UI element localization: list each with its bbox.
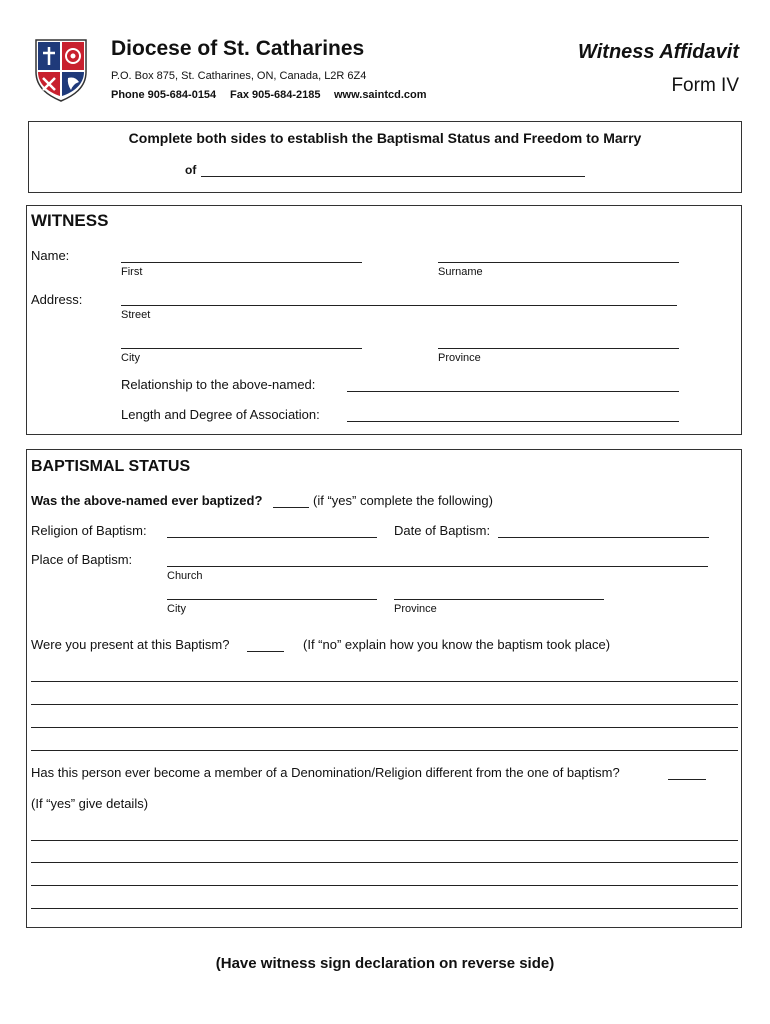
- length-field[interactable]: [347, 421, 679, 422]
- baptized-answer-field[interactable]: [273, 507, 309, 508]
- surname-field[interactable]: [438, 262, 679, 263]
- province-field[interactable]: [438, 348, 679, 349]
- org-fax: Fax 905-684-2185: [230, 89, 321, 101]
- details-line-4[interactable]: [31, 908, 738, 909]
- denomination-question: Has this person ever become a member of a Denomination/Religion different from the one of baptism?: [31, 765, 620, 780]
- form-title: Witness Affidavit: [578, 41, 739, 63]
- present-answer-field[interactable]: [247, 651, 284, 652]
- city-field[interactable]: [121, 348, 362, 349]
- details-note: (If “yes” give details): [31, 796, 149, 811]
- of-label: of: [185, 163, 197, 177]
- baptism-province-field[interactable]: [394, 599, 604, 600]
- details-line-2[interactable]: [31, 862, 738, 863]
- baptism-city-field[interactable]: [167, 599, 377, 600]
- church-caption: Church: [167, 570, 203, 582]
- city-caption: City: [121, 352, 140, 364]
- date-label: Date of Baptism:: [394, 523, 491, 538]
- details-line-3[interactable]: [31, 885, 738, 886]
- first-caption: First: [121, 266, 143, 278]
- baptized-question: Was the above-named ever baptized?: [31, 493, 263, 508]
- surname-caption: Surname: [438, 266, 483, 278]
- diocese-crest: [33, 38, 89, 102]
- baptism-city-caption: City: [167, 603, 186, 615]
- explanation-line-3[interactable]: [31, 727, 738, 728]
- intro-instruction: Complete both sides to establish the Baptismal Status and Freedom to Marry: [128, 130, 642, 146]
- street-field[interactable]: [121, 305, 677, 306]
- place-label: Place of Baptism:: [31, 552, 133, 567]
- street-caption: Street: [121, 309, 151, 321]
- first-name-field[interactable]: [121, 262, 362, 263]
- org-address: P.O. Box 875, St. Catharines, ON, Canada, L2R 6Z4: [111, 70, 367, 82]
- explanation-line-1[interactable]: [31, 681, 738, 682]
- relationship-field[interactable]: [347, 391, 679, 392]
- baptism-province-caption: Province: [394, 603, 437, 615]
- footer-note: (Have witness sign declaration on reverse side): [215, 955, 555, 972]
- explanation-line-2[interactable]: [31, 704, 738, 705]
- present-question: Were you present at this Baptism?: [31, 637, 230, 652]
- church-field[interactable]: [167, 566, 708, 567]
- present-note: (If “no” explain how you know the baptism took place): [303, 637, 611, 652]
- baptismal-heading: BAPTISMAL STATUS: [31, 458, 191, 475]
- name-label: Name:: [31, 248, 70, 263]
- of-blank-field[interactable]: [201, 176, 585, 177]
- crest-shield-icon: [33, 38, 89, 102]
- org-phone: Phone 905-684-0154: [111, 89, 217, 101]
- date-field[interactable]: [498, 537, 709, 538]
- org-name: Diocese of St. Catharines: [111, 37, 365, 60]
- explanation-line-4[interactable]: [31, 750, 738, 751]
- relationship-label: Relationship to the above-named:: [121, 377, 316, 392]
- religion-field[interactable]: [167, 537, 377, 538]
- religion-label: Religion of Baptism:: [31, 523, 147, 538]
- denomination-answer-field[interactable]: [668, 779, 706, 780]
- baptized-note: (if “yes” complete the following): [313, 493, 493, 508]
- baptismal-section: [26, 449, 742, 928]
- province-caption: Province: [438, 352, 481, 364]
- witness-heading: WITNESS: [31, 211, 109, 230]
- details-line-1[interactable]: [31, 840, 738, 841]
- length-label: Length and Degree of Association:: [121, 407, 320, 422]
- form-number: Form IV: [671, 75, 739, 96]
- address-label: Address:: [31, 292, 83, 307]
- org-website: www.saintcd.com: [334, 89, 427, 101]
